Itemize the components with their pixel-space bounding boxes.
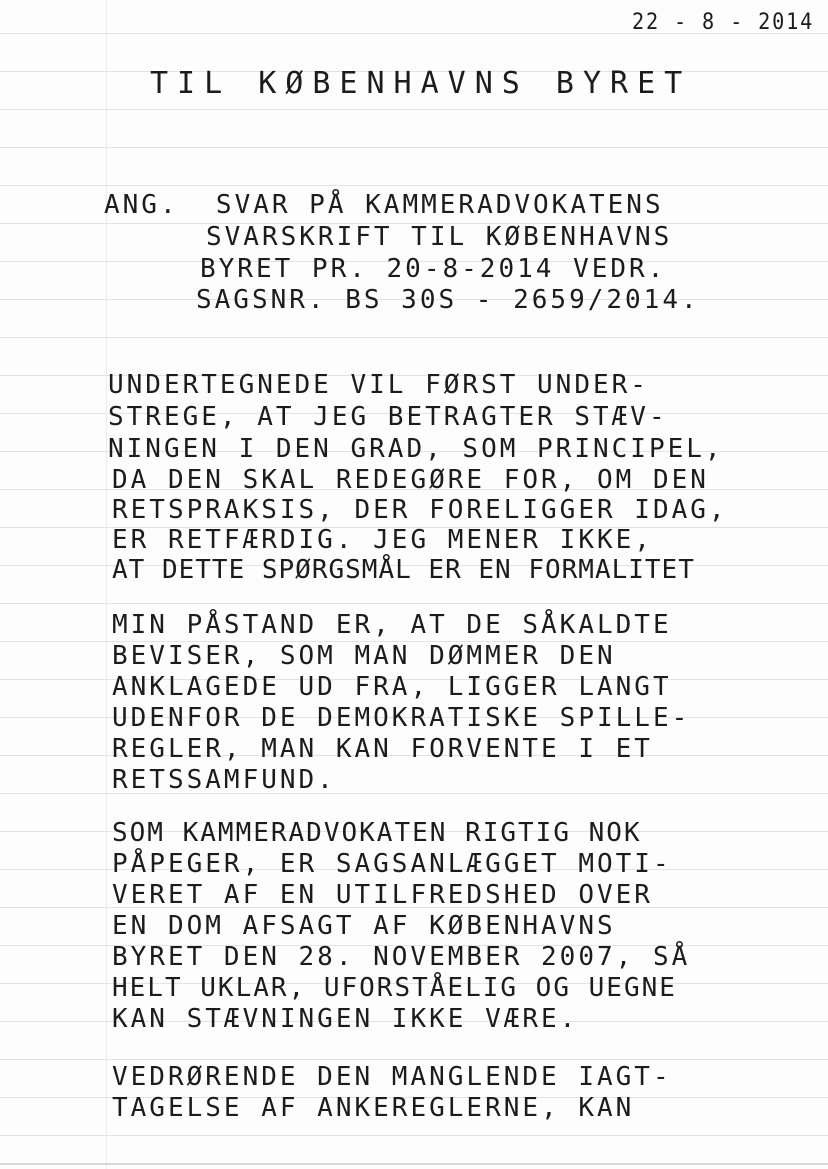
paragraph-line: DA DEN SKAL REDEGØRE FOR, OM DEN [112, 465, 709, 495]
paragraph-line: TAGELSE AF ANKEREGLERNE, KAN [112, 1093, 635, 1123]
paragraph-line: SOM KAMMERADVOKATEN RIGTIG NOK [112, 818, 642, 848]
paragraph-line: EN DOM AFSAGT AF KØBENHAVNS [112, 911, 616, 941]
paragraph-line: VEDRØRENDE DEN MANGLENDE IAGT- [112, 1062, 672, 1092]
paragraph-line: UDENFOR DE DEMOKRATISKE SPILLE- [112, 703, 691, 733]
paragraph-line: BEVISER, SOM MAN DØMMER DEN [112, 641, 616, 671]
paragraph-line: PÅPEGER, ER SAGSANLÆGGET MOTI- [112, 849, 672, 879]
paragraph-line: REGLER, MAN KAN FORVENTE I ET [112, 734, 653, 764]
paragraph-line: RETSSAMFUND. [112, 765, 336, 795]
paragraph-line: MIN PÅSTAND ER, AT DE SÅKALDTE [112, 610, 672, 640]
paragraph-line: HELT UKLAR, UFORSTÅELIG OG UEGNE [112, 973, 677, 1003]
page-bottom-edge [0, 1163, 828, 1165]
paragraph-line: AT DETTE SPØRGSMÅL ER EN FORMALITET [112, 555, 695, 585]
paragraph-line: NINGEN I DEN GRAD, SOM PRINCIPEL, [108, 434, 724, 464]
letter-date: 22 - 8 - 2014 [632, 10, 815, 35]
paragraph-line: RETSPRAKSIS, DER FORELIGGER IDAG, [112, 495, 728, 525]
margin-line [106, 0, 107, 1169]
paragraph-line: KAN STÆVNINGEN IKKE VÆRE. [112, 1004, 579, 1034]
subject-line: BYRET PR. 20-8-2014 VEDR. [200, 254, 667, 284]
letter-title: TIL KØBENHAVNS BYRET [150, 66, 692, 101]
paragraph-line: UNDERTEGNEDE VIL FØRST UNDER- [108, 370, 649, 400]
paragraph-line: ER RETFÆRDIG. JEG MENER IKKE, [112, 525, 653, 555]
paragraph-line: BYRET DEN 28. NOVEMBER 2007, SÅ [112, 942, 691, 972]
subject-line: SVARSKRIFT TIL KØBENHAVNS [206, 222, 673, 252]
subject-line: ANG. SVAR PÅ KAMMERADVOKATENS [104, 190, 664, 220]
paragraph-line: ANKLAGEDE UD FRA, LIGGER LANGT [112, 672, 672, 702]
paragraph-line: STREGE, AT JEG BETRAGTER STÆV- [108, 402, 668, 432]
paragraph-line: VERET AF EN UTILFREDSHED OVER [112, 880, 653, 910]
subject-line: SAGSNR. BS 30S - 2659/2014. [196, 285, 700, 315]
